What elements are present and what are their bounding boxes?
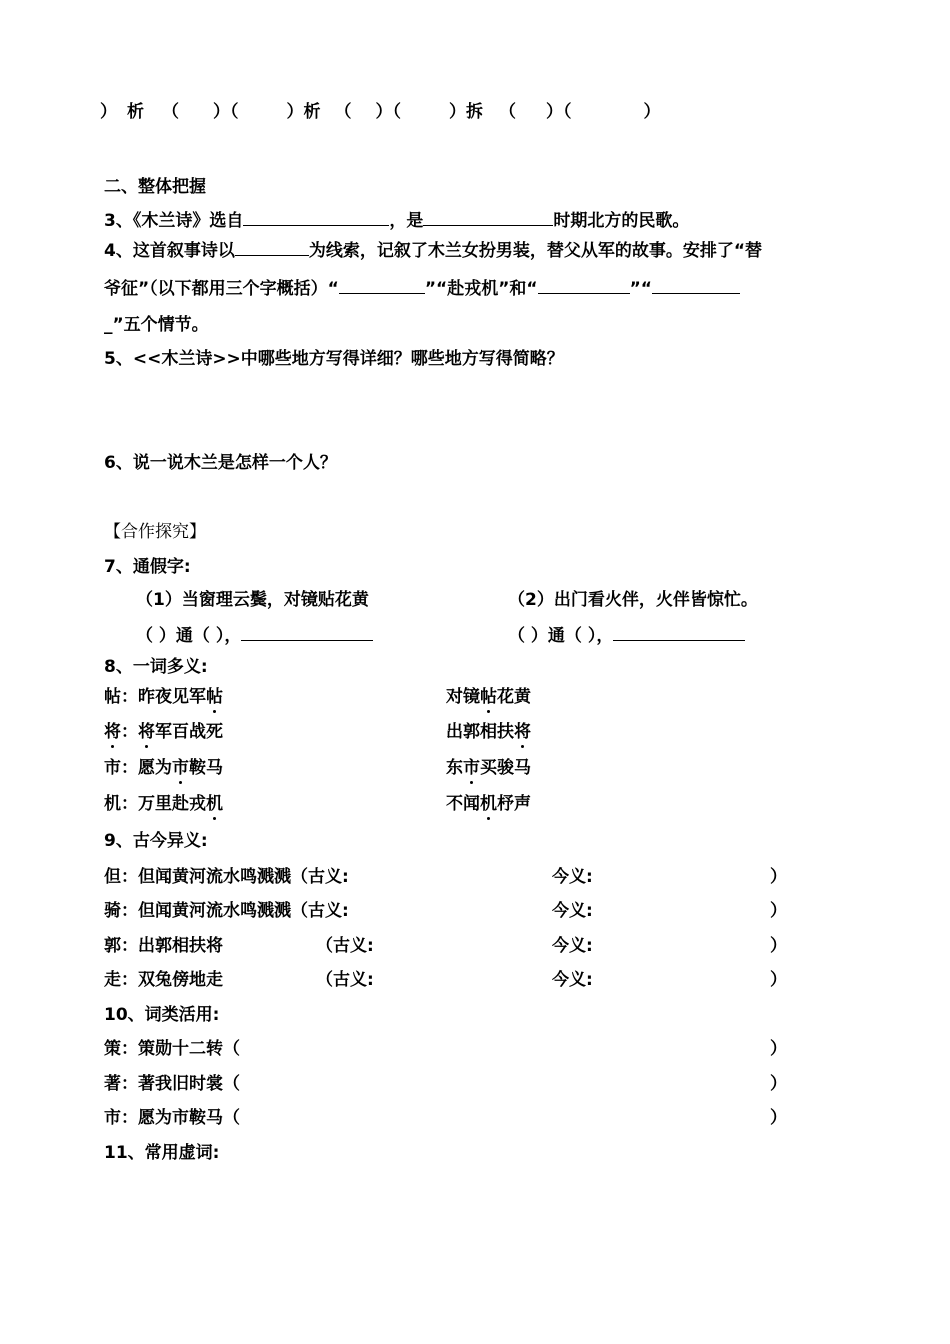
q9-row: 骑：但闻黄河流水鸣溅溅（古义: [104,901,349,921]
blank[interactable] [652,277,740,294]
q9-modern-label: 今义: [552,936,593,956]
question-3: 3、《木兰诗》选自 ，是 时期北方的民歌。 [104,211,690,231]
question-6: 6、说一说木兰是怎样一个人？ [104,453,337,473]
question-11-title: 11、常用虚词: [104,1143,220,1163]
q9-modern-label: 今义: [552,901,593,921]
q9-close: ） [770,867,787,887]
q8-row: 将：将军百战死 [104,722,223,742]
question-4-line3: _”五个情节。 [104,315,209,335]
question-9-title: 9、古今异义: [104,831,208,851]
question-7-title: 7、通假字: [104,557,191,577]
q9-close: ） [770,901,787,921]
q10-row: 策：策勋十二转（ [104,1039,240,1059]
question-4-line1: 4、这首叙事诗以 为线索，记叙了木兰女扮男装，替父从军的故事。安排了“替 [104,241,763,261]
q9-row: 但：但闻黄河流水鸣溅溅（古义: [104,867,349,887]
question-5: 5、<<木兰诗>>中哪些地方写得详细？哪些地方写得简略？ [104,349,564,369]
q10-row: 市：愿为市鞍马（ [104,1108,240,1128]
question-10-title: 10、词类活用: [104,1005,220,1025]
q9-modern-label: 今义: [552,867,593,887]
question-4-line2: 爷征”（以下都用三个字概括）“ ”“赴戎机”和“ ”“ [104,277,740,300]
section-title-cooperation: 【合作探究】 [104,522,206,542]
q8-row: 机：万里赴戎机 [104,794,223,814]
q8-row-right: 出郭相扶将 [446,722,531,742]
q10-close: ） [770,1108,787,1128]
blank[interactable] [243,209,389,226]
q8-row-right: 东市买骏马 [446,758,531,778]
q8-row: 帖：昨夜见军帖 [104,687,223,707]
q9-close: ） [770,970,787,990]
q10-close: ） [770,1074,787,1094]
q9-ancient-label: （古义: [316,936,374,956]
question-8-title: 8、一词多义: [104,657,208,677]
blank[interactable] [235,239,309,256]
top-fill-line: ） 析 （ ）（ ）析 （ ）（ ）拆 （ ）（ ） [100,102,661,122]
q10-close: ） [770,1039,787,1059]
q9-close: ） [770,936,787,956]
section-title-overall: 二、整体把握 [104,177,206,197]
blank[interactable] [613,624,745,641]
blank[interactable] [339,277,425,294]
q10-row: 著：著我旧时裳（ [104,1074,240,1094]
q7-sentence-1: （1）当窗理云鬓，对镜贴花黄 [136,590,369,610]
q7-fill-2: （ ）通（ ）， [508,624,745,647]
q7-fill-1: （ ）通（ ）， [136,624,373,647]
q9-row: 郭：出郭相扶将 [104,936,223,956]
q8-row-right: 对镜帖花黄 [446,687,531,707]
q7-sentence-2: （2）出门看火伴，火伴皆惊忙。 [508,590,758,610]
q8-row-right: 不闻机杼声 [446,794,531,814]
blank[interactable] [538,277,630,294]
q9-modern-label: 今义: [552,970,593,990]
blank[interactable] [241,624,373,641]
q9-ancient-label: （古义: [316,970,374,990]
blank[interactable] [423,209,553,226]
q9-row: 走：双兔傍地走 [104,970,223,990]
q8-row: 市：愿为市鞍马 [104,758,223,778]
